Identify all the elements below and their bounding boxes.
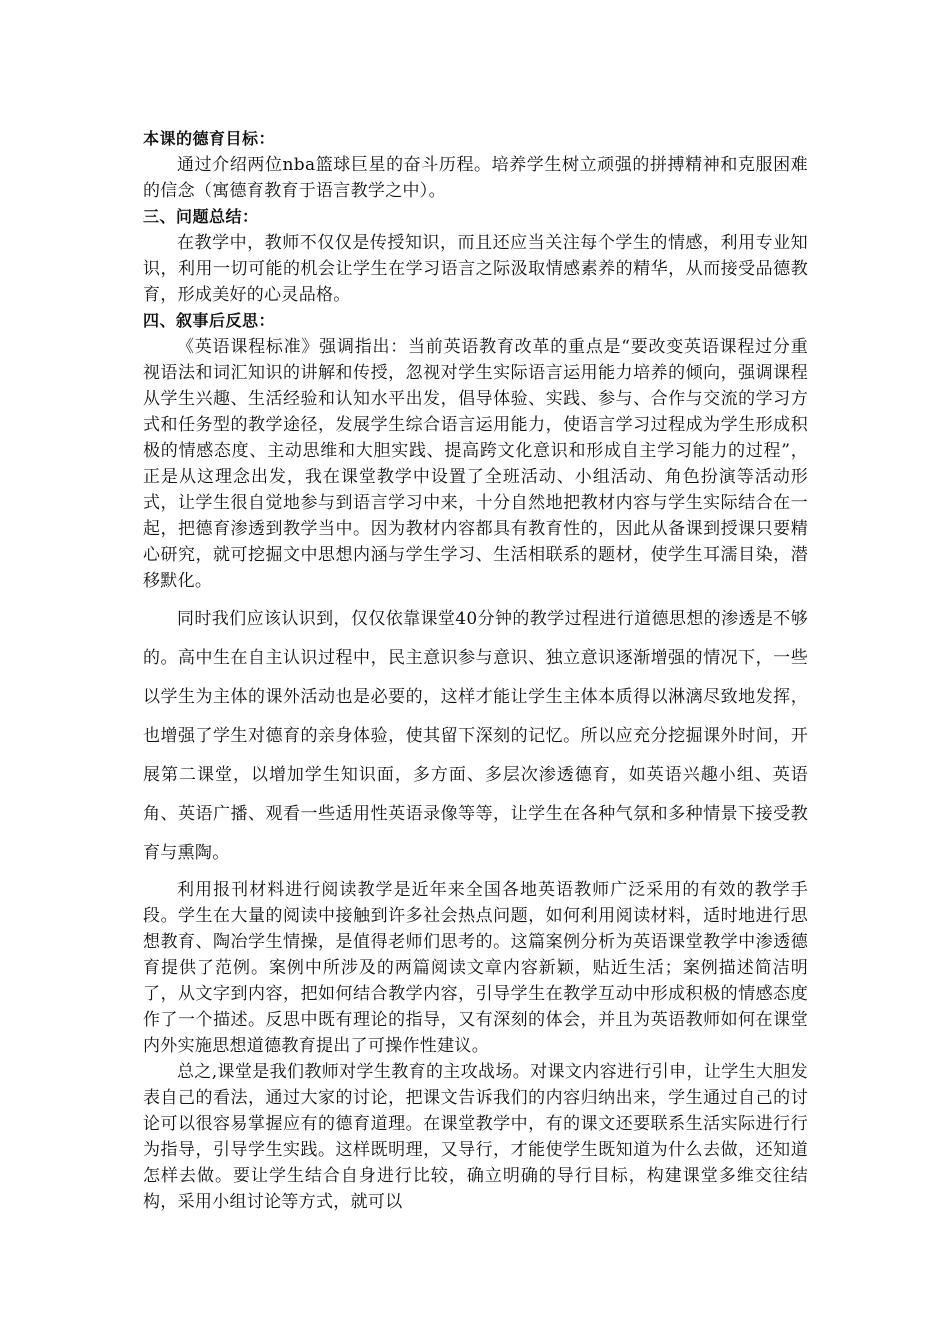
- reflection-paragraph-2: 同时我们应该认识到，仅仅依靠课堂40分钟的教学过程进行道德思想的渗透是不够的。高中生在自主认识过程中，民主意识参与意识、独立意识逐渐增强的情况下，一些以学生为主体的课外活动也是必要的，这样才能让学生主体本质得以淋漓尽致地发挥，也增强了学生对德育的亲身体验，使其留下深刻的记忆。所以应充分挖掘课外时间，开展第二课堂，以增加学生知识面，多方面、多层次渗透德育，如英语兴趣小组、英语角、英语广播、观看一些适用性英语录像等等，让学生在各种气氛和多种情景下接受教育与熏陶。: [143, 609, 808, 863]
- summary-paragraph: 在教学中，教师不仅仅是传授知识，而且还应当关注每个学生的情感，利用专业知识，利用一切可能的机会让学生在学习语言之际汲取情感素养的精华，从而接受品德教育，形成美好的心灵品格。: [143, 233, 808, 305]
- document-page: [143, 126, 808, 1215]
- reflection-paragraph-3: 利用报刊材料进行阅读教学是近年来全国各地英语教师广泛采用的有效的教学手段。学生在大量的阅读中接触到许多社会热点问题，如何利用阅读材料，适时地进行思想教育、陶冶学生情操，是值得老师们思考的。这篇案例分析为英语课堂教学中渗透德育提供了范例。案例中所涉及的两篇阅读文章内容新颖，贴近生活；案例描述简洁明了，从文字到内容，把如何结合教学内容，引导学生在教学互动中形成积极的情感态度作了一个描述。反思中既有理论的指导，又有深刻的体会，并且为英语教师如何在课堂内外实施思想道德教育提出了可操作性建议。: [143, 880, 808, 1056]
- reflection-paragraph-4: 总之,课堂是我们教师对学生教育的主攻战场。对课文内容进行引申，让学生大胆发表自己的看法，通过大家的讨论，把课文告诉我们的内容归纳出来，学生通过自己的讨论可以很容易掌握应有的德育道理。在课堂教学中，有的课文还要联系生活实际进行行为指导，引导学生实践。这样既明理，又导行，才能使学生既知道为什么去做，还知道怎样去做。要让学生结合自身进行比较，确立明确的导行目标，构建课堂多维交往结构，采用小组讨论等方式，就可以: [143, 1062, 808, 1212]
- moral-goal-paragraph: 通过介绍两位nba篮球巨星的奋斗历程。培养学生树立顽强的拼搏精神和克服困难的信念（寓德育教育于语言教学之中）。: [143, 155, 808, 201]
- moral-goal-heading: 本课的德育目标：: [143, 129, 276, 148]
- reflection-paragraph-1: 《英语课程标准》强调指出：当前英语教育改革的重点是“要改变英语课程过分重视语法和词汇知识的讲解和传授，忽视对学生实际语言运用能力培养的倾向，强调课程从学生兴趣、生活经验和认知水平出发，倡导体验、实践、参与、合作与交流的学习方式和任务型的教学途径，发展学生综合语言运用能力，使语言学习过程成为学生形成积极的情感态度、主动思维和大胆实践、提高跨文化意识和形成自主学习能力的过程”，正是从这理念出发，我在课堂教学中设置了全班活动、小组活动、角色扮演等活动形式，让学生很自觉地参与到语言学习中来，十分自然地把教材内容与学生实际结合在一起，把德育渗透到教学当中。因为教材内容都具有教育性的，因此从备课到授课只要精心研究，就可挖掘文中思想内涵与学生学习、生活相联系的题材，使学生耳濡目染，潜移默化。: [143, 337, 808, 591]
- summary-heading: 三、问题总结：: [143, 207, 259, 226]
- reflection-heading: 四、叙事后反思：: [143, 311, 276, 330]
